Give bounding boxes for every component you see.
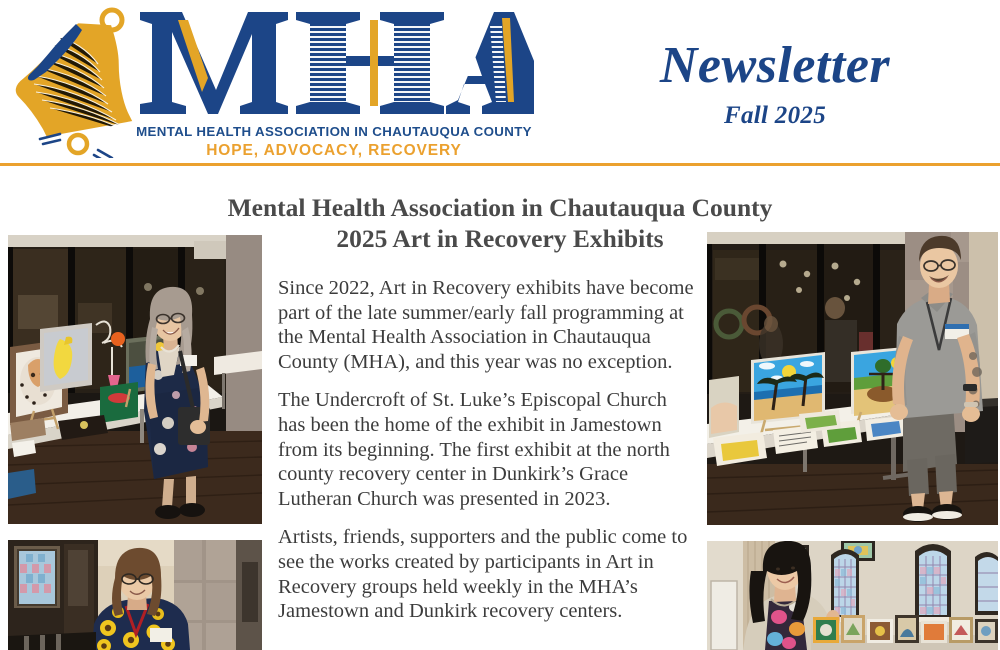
article-body: [278, 276, 698, 638]
photo-man-at-art-table: [707, 232, 998, 525]
org-name-line: MENTAL HEALTH ASSOCIATION IN CHAUTAUQUA COUNTY: [136, 124, 532, 139]
photo-woman-stained-glass: [707, 541, 998, 650]
tagline-line: HOPE, ADVOCACY, RECOVERY: [206, 142, 462, 159]
photo-woman-sunflower-top: [8, 540, 262, 650]
article-paragraph: The Undercroft of St. Luke’s Episcopal Church has been the home of the exhibit in Jamestown from its beginning. The first exhibit at the north county recovery center in Dunkirk’s Grace Lutheran Church was presented in 2023.: [278, 389, 670, 510]
mha-bell-icon: [12, 6, 140, 158]
masthead: [0, 0, 1000, 166]
article-paragraph: Artists, friends, supporters and the public come to see the works created by participants in Art in Recovery groups held weekly in the MHA’s Jamestown and Dunkirk recovery centers.: [278, 526, 688, 623]
newsletter-issue: Fall 2025: [723, 102, 827, 129]
photo-woman-at-art-table: [8, 235, 262, 524]
headline-line-2: 2025 Art in Recovery Exhibits: [336, 224, 664, 253]
mha-wordmark: [134, 6, 534, 126]
mha-logo: [8, 2, 538, 162]
article-paragraph: Since 2022, Art in Recovery exhibits have become part of the late summer/early fall programming at the Mental Health Association in Chautauqua County (MHA), and this year was no exception.: [278, 277, 694, 373]
headline-line-1: Mental Health Association in Chautauqua County: [227, 193, 773, 222]
header-divider: [0, 163, 1000, 166]
newsletter-title: Newsletter: [659, 37, 891, 94]
